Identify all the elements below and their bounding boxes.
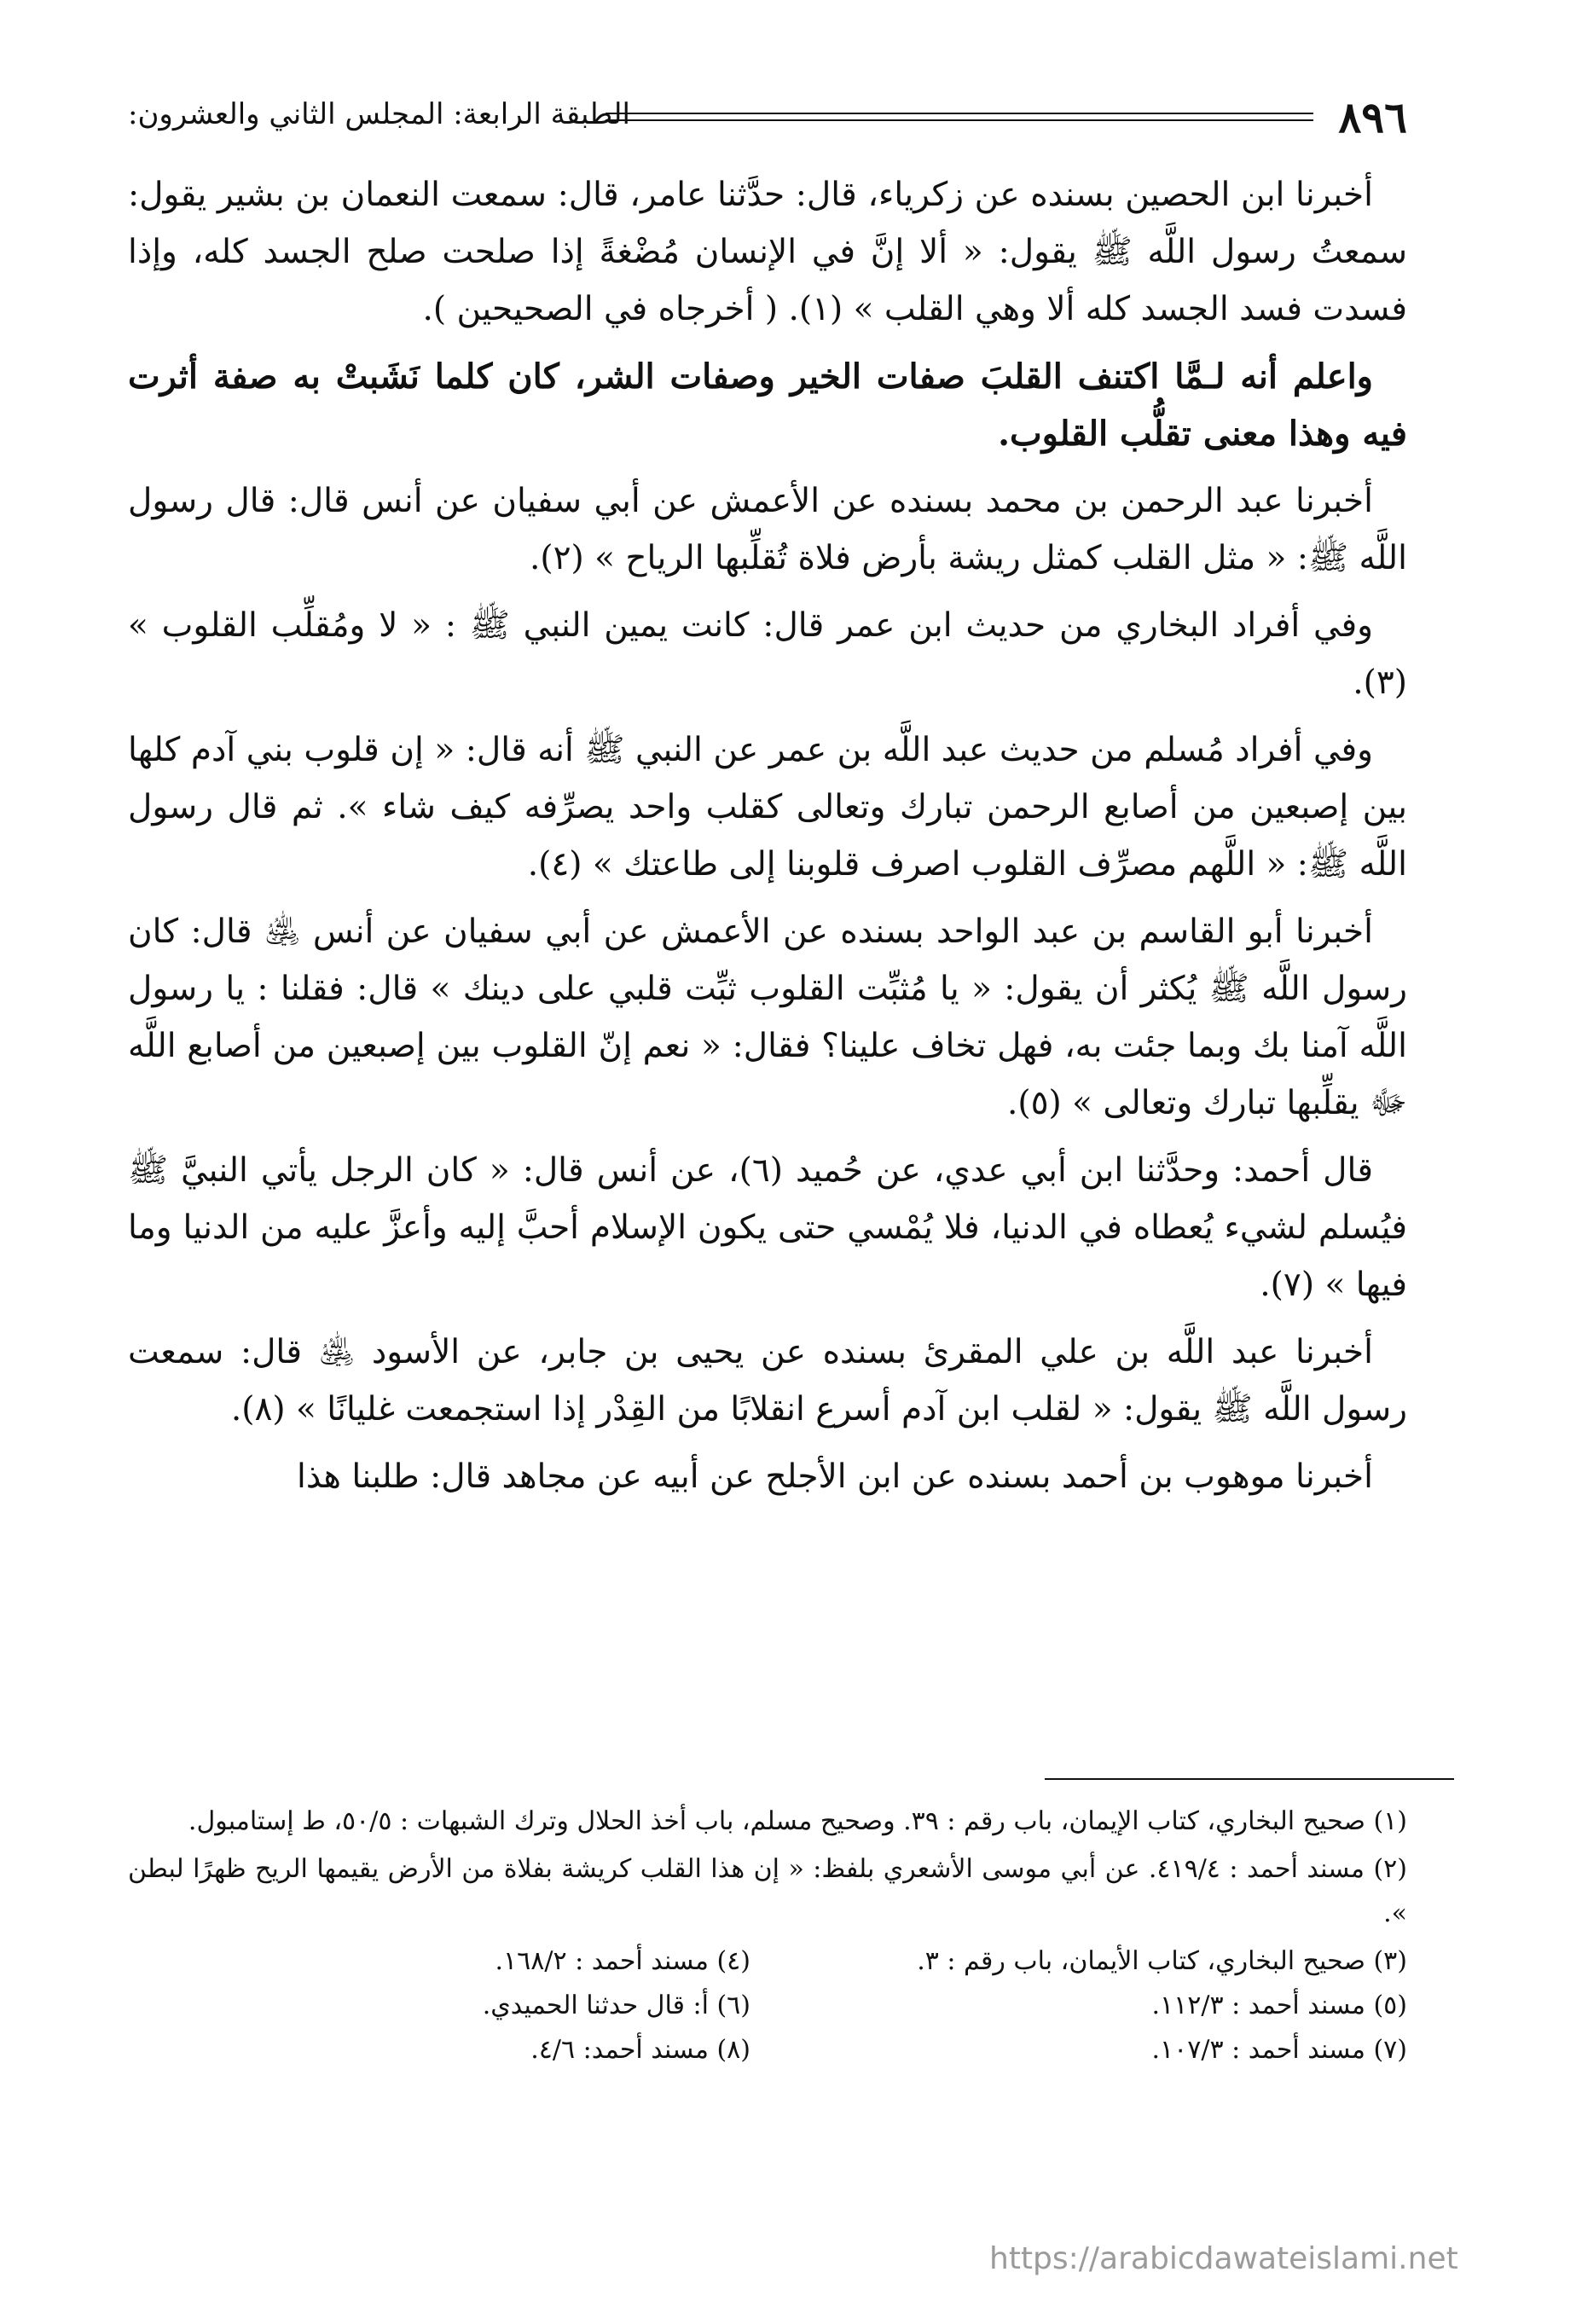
- footnote-7: (٧) مسند أحمد : ١٠٧/٣.: [1151, 2035, 1407, 2065]
- source-watermark: https://arabicdawateislami.net: [989, 2241, 1458, 2276]
- paragraph: أخبرنا أبو القاسم بن عبد الواحد بسنده عن الأعمش عن أبي سفيان عن أنس ﵁ قال: كان رسول اللَّه ﷺ يُكثر أن يقول: « يا مُثبِّت القلوب ثبِّت قلبي على دينك » قال: فقلنا : يا رسول اللَّه آمنا بك وبما جئت به، فهل تخاف علينا؟ فقال: « نعم إنّ القلوب بين إصبعين من أصابع اللَّه ﷻ يقلِّبها تبارك وتعالى » (٥).: [128, 913, 1407, 1122]
- running-title: الطبقة الرابعة: المجلس الثاني والعشرون:: [128, 97, 630, 131]
- main-text: [128, 166, 1407, 1516]
- footnotes: [128, 1800, 1407, 2072]
- page-number: ٨٩٦: [1338, 92, 1407, 142]
- paragraph: أخبرنا ابن الحصين بسنده عن زكرياء، قال: حدَّثنا عامر، قال: سمعت النعمان بن بشير يقول: سمعتُ رسول اللَّه ﷺ يقول: « ألا إنَّ في الإنسان مُضْغةً إذا صلحت صلح الجسد كله، وإذا فسدت فسد الجسد كله ألا وهي القلب » (١). ( أخرجاه في الصحيحين ).: [128, 176, 1407, 328]
- page-header: [128, 92, 1407, 143]
- bold-paragraph: واعلم أنه لـمَّا اكتنف القلبَ صفات الخير وصفات الشر، كان كلما نَشَبتْ به صفة أثرت فيه وهذا معنى تقلُّب القلوب.: [128, 356, 1407, 454]
- paragraph: أخبرنا عبد اللَّه بن علي المقرئ بسنده عن يحيى بن جابر، عن الأسود ﵁ قال: سمعت رسول اللَّه ﷺ يقول: « لقلب ابن آدم أسرع انقلابًا من القِدْر إذا استجمعت غليانًا » (٨).: [128, 1333, 1407, 1429]
- footnote-3: (٣) صحيح البخاري، كتاب الأيمان، باب رقم : ٣.: [917, 1946, 1407, 1976]
- paragraph: وفي أفراد البخاري من حديث ابن عمر قال: كانت يمين النبي ﷺ : « لا ومُقلِّب القلوب » (٣).: [128, 606, 1407, 702]
- footnote-2: (٢) مسند أحمد : ٤١٩/٤. عن أبي موسى الأشعري بلفظ: « إن هذا القلب كريشة بفلاة من الأرض يقيمها الريح ظهرًا لبطن ».: [128, 1854, 1407, 1928]
- paragraph: أخبرنا موهوب بن أحمد بسنده عن ابن الأجلح عن أبيه عن مجاهد قال: طلبنا هذا: [297, 1458, 1373, 1496]
- footnote-6: (٦) أ: قال حدثنا الحميدي.: [482, 1991, 750, 2020]
- footnote-5: (٥) مسند أحمد : ١١٢/٣.: [1151, 1991, 1407, 2020]
- paragraph: وفي أفراد مُسلم من حديث عبد اللَّه بن عمر عن النبي ﷺ أنه قال: « إن قلوب بني آدم كلها بين إصبعين من أصابع الرحمن تبارك وتعالى كقلب واحد يصرِّفه كيف شاء ». ثم قال رسول اللَّه ﷺ: « اللَّهم مصرِّف القلوب اصرف قلوبنا إلى طاعتك » (٤).: [128, 731, 1407, 884]
- header-double-rule: [606, 113, 1313, 121]
- footnote-8: (٨) مسند أحمد: ٤/٦.: [530, 2035, 750, 2065]
- footnote-grid: [128, 1939, 1407, 2072]
- footnote-4: (٤) مسند أحمد : ١٦٨/٢.: [495, 1946, 750, 1976]
- footnote-1: (١) صحيح البخاري، كتاب الإيمان، باب رقم : ٣٩. وصحيح مسلم، باب أخذ الحلال وترك الشبهات : ٥٠/٥، ط إستامبول.: [188, 1806, 1407, 1836]
- footnote-separator: [1045, 1778, 1454, 1780]
- paragraph: أخبرنا عبد الرحمن بن محمد بسنده عن الأعمش عن أبي سفيان عن أنس قال: قال رسول اللَّه ﷺ: « مثل القلب كمثل ريشة بأرض فلاة تُقلِّبها الرياح » (٢).: [128, 482, 1407, 577]
- paragraph: قال أحمد: وحدَّثنا ابن أبي عدي، عن حُميد (٦)، عن أنس قال: « كان الرجل يأتي النبيَّ ﷺ فيُسلم لشيء يُعطاه في الدنيا، فلا يُمْسي حتى يكون الإسلام أحبَّ إليه وأعزَّ عليه من الدنيا وما فيها » (٧).: [128, 1151, 1407, 1304]
